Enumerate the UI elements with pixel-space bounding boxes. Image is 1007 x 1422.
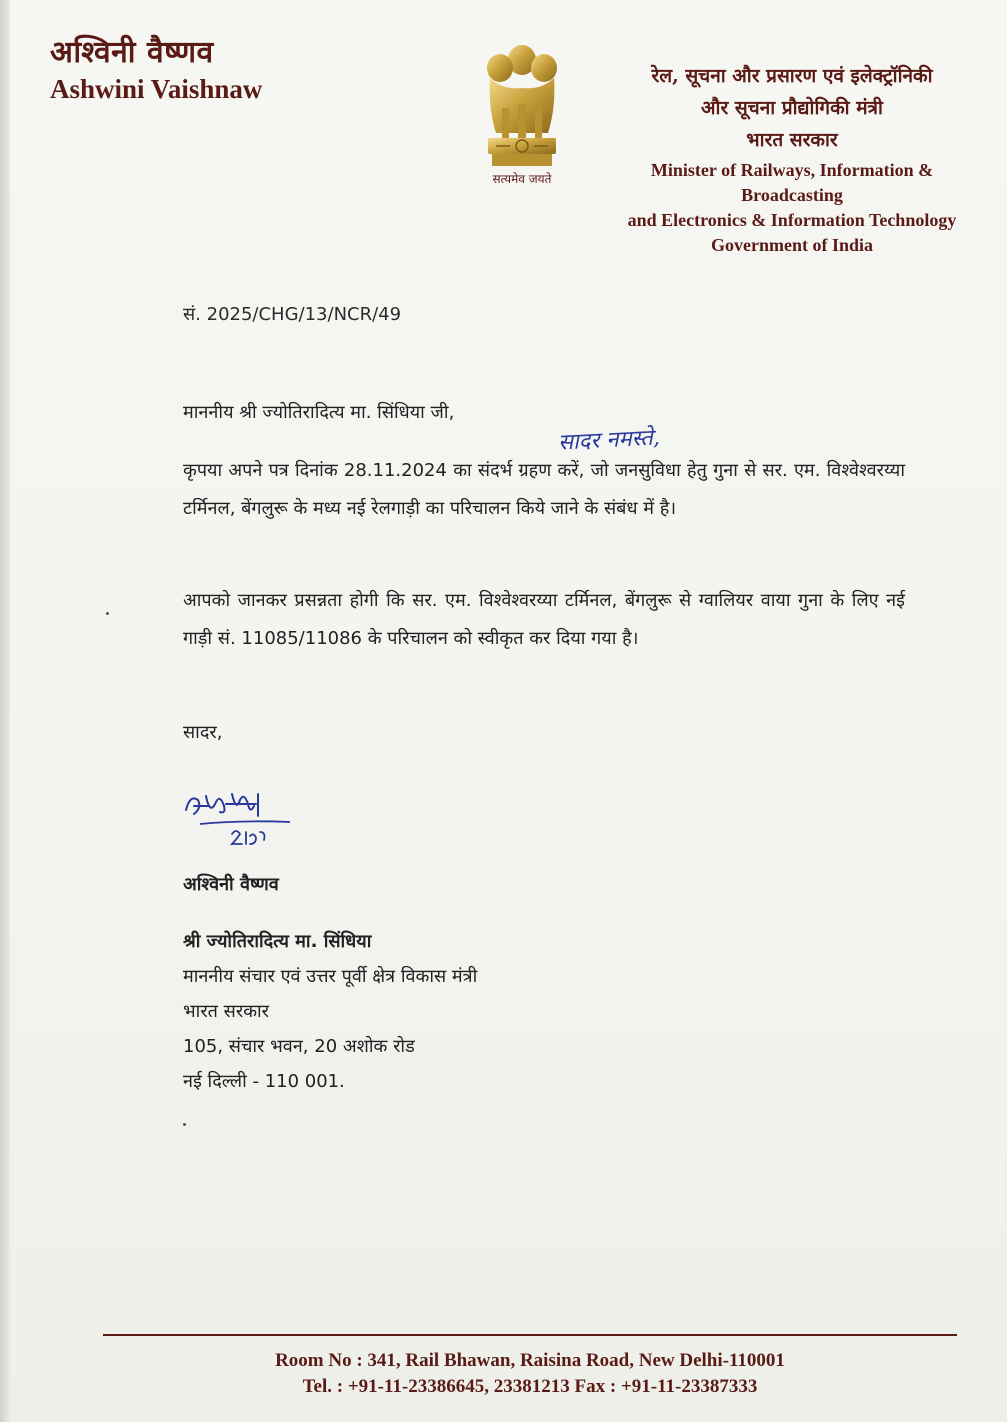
- footer-address: Room No : 341, Rail Bhawan, Raisina Road, New Delhi-110001: [275, 1350, 785, 1371]
- emblem-motto: सत्यमेव जयते: [492, 172, 552, 186]
- footer-phone-fax: Tel. : +91-11-23386645, 23381213 Fax : +91-11-23387333: [302, 1376, 758, 1397]
- title-english-line: and Electronics & Information Technology: [627, 210, 957, 230]
- title-english-line: Minister of Railways, Information & Broadcasting: [650, 160, 934, 205]
- body-paragraph: आपको जानकर प्रसन्नता होगी कि सर. एम. विश्वेश्वरय्या टर्मिनल, बेंगलुरू से ग्वालियर वाया गुना के लिए नई गाड़ी सं. 11085/11086 के परिचालन को स्वीकृत कर दिया गया है।: [183, 590, 905, 649]
- addressee-line: 105, संचार भवन, 20 अशोक रोड: [183, 1036, 415, 1057]
- addressee-line: भारत सरकार: [183, 1001, 270, 1022]
- signatory-name: अश्विनी वैष्णव: [183, 874, 279, 895]
- salutation: माननीय श्री ज्योतिरादित्य मा. सिंधिया जी,: [183, 402, 455, 423]
- page-edge-shadow: [0, 0, 10, 1422]
- ministry-title-block: [600, 60, 984, 258]
- national-emblem-icon: [472, 38, 572, 188]
- addressee-block: [183, 924, 477, 1099]
- title-hindi-line: रेल, सूचना और प्रसारण एवं इलेक्ट्रॉनिकी: [651, 65, 933, 87]
- handwritten-greeting: सादर नमस्ते,: [557, 425, 661, 456]
- stray-mark: [106, 612, 109, 615]
- closing: सादर,: [183, 722, 223, 743]
- footer-divider: [103, 1334, 957, 1336]
- stray-mark: [183, 1123, 186, 1126]
- minister-name-hindi: अश्विनी वैष्णव: [50, 35, 214, 70]
- footer-contact: [103, 1348, 957, 1400]
- title-english-line: Government of India: [711, 235, 873, 255]
- handwritten-signature: [180, 786, 300, 856]
- title-hindi-line: भारत सरकार: [746, 129, 838, 151]
- addressee-name: श्री ज्योतिरादित्य मा. सिंधिया: [183, 931, 372, 952]
- body-paragraph: कृपया अपने पत्र दिनांक 28.11.2024 का संदर्भ ग्रहण करें, जो जनसुविधा हेतु गुना से सर. एम. विश्वेश्वरय्या टर्मिनल, बेंगलुरू के मध्य नई रेलगाड़ी का परिचालन किये जाने के संबंध में है।: [183, 460, 905, 519]
- addressee-line: माननीय संचार एवं उत्तर पूर्वी क्षेत्र विकास मंत्री: [183, 966, 478, 987]
- addressee-line: नई दिल्ली - 110 001.: [183, 1071, 345, 1092]
- title-hindi-line: और सूचना प्रौद्योगिकी मंत्री: [701, 97, 883, 119]
- reference-number: सं. 2025/CHG/13/NCR/49: [183, 304, 402, 325]
- minister-name-english: Ashwini Vaishnaw: [50, 74, 263, 104]
